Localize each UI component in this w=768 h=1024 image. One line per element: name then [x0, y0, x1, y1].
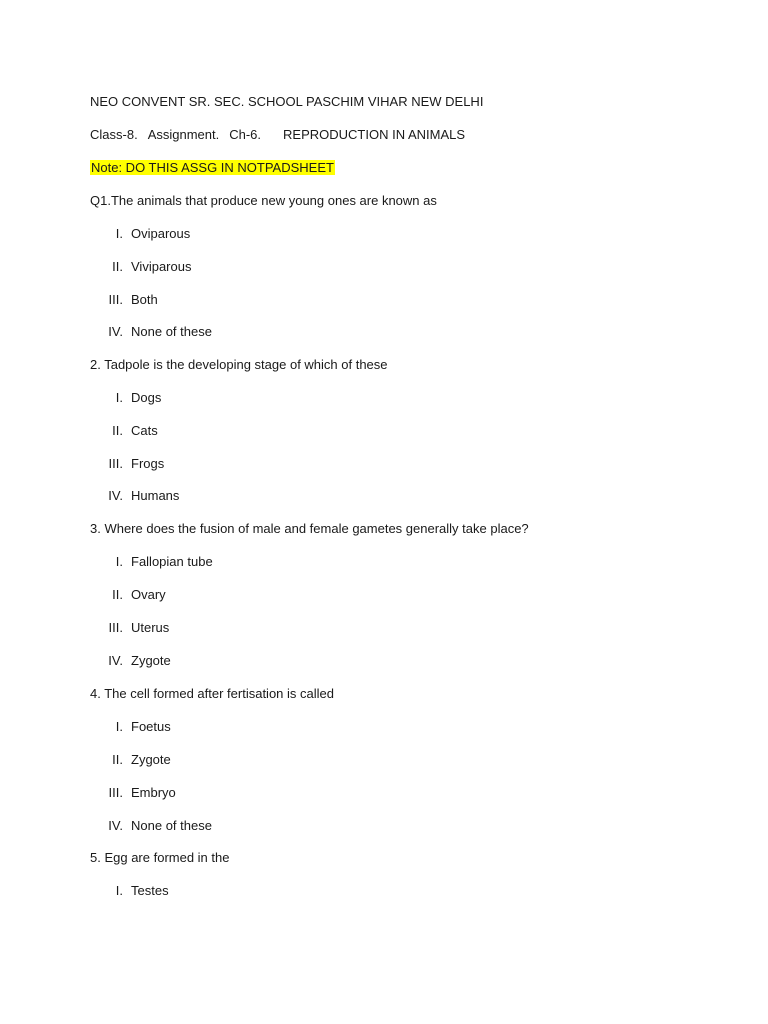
option-row [0, 587, 768, 603]
option-numeral: III. [108, 620, 123, 635]
option-text: None of these [131, 324, 212, 339]
option-row [0, 883, 768, 899]
option-numeral: IV. [108, 324, 123, 339]
option-numeral: I. [115, 226, 123, 241]
option-text: Foetus [131, 719, 171, 734]
assignment-label: Assignment. [147, 127, 220, 142]
question-2: 2. Tadpole is the developing stage of which of these [90, 357, 388, 372]
option-text: Both [131, 292, 158, 307]
option-text: Dogs [131, 390, 162, 405]
question-1: Q1.The animals that produce new young ones are known as [90, 193, 437, 208]
option-row [0, 390, 768, 406]
option-numeral: I. [115, 390, 123, 405]
option-row [0, 456, 768, 472]
option-text: Fallopian tube [131, 554, 213, 569]
option-row [0, 653, 768, 669]
highlighted-note: Note: DO THIS ASSG IN NOTPADSHEET [91, 160, 334, 175]
question-3: 3. Where does the fusion of male and female gametes generally take place? [90, 521, 529, 536]
option-row [0, 719, 768, 735]
chapter-label: Ch-6. [229, 127, 262, 142]
option-row [0, 292, 768, 308]
chapter-title: REPRODUCTION IN ANIMALS [283, 127, 466, 142]
option-numeral: III. [108, 785, 123, 800]
option-numeral: II. [112, 752, 123, 767]
option-text: Oviparous [131, 226, 191, 241]
option-numeral: IV. [108, 653, 123, 668]
option-text: Viviparous [131, 259, 192, 274]
option-numeral: IV. [108, 818, 123, 833]
option-numeral: III. [108, 456, 123, 471]
option-numeral: IV. [108, 488, 123, 503]
option-row [0, 324, 768, 340]
option-text: Ovary [131, 587, 166, 602]
note-line [90, 160, 335, 176]
option-text: Zygote [131, 653, 171, 668]
option-row [0, 752, 768, 768]
option-row [0, 785, 768, 801]
option-row [0, 818, 768, 834]
option-text: Embryo [131, 785, 176, 800]
option-row [0, 423, 768, 439]
option-text: Humans [131, 488, 180, 503]
option-row [0, 554, 768, 570]
option-row [0, 226, 768, 242]
option-text: None of these [131, 818, 212, 833]
option-numeral: I. [115, 719, 123, 734]
option-row [0, 620, 768, 636]
option-row [0, 488, 768, 504]
option-text: Frogs [131, 456, 165, 471]
school-heading: NEO CONVENT SR. SEC. SCHOOL PASCHIM VIHAR NEW DELHI [90, 94, 484, 109]
question-4: 4. The cell formed after fertisation is called [90, 686, 334, 701]
question-5: 5. Egg are formed in the [90, 850, 230, 865]
option-numeral: III. [108, 292, 123, 307]
option-text: Uterus [131, 620, 170, 635]
option-numeral: I. [115, 883, 123, 898]
option-row [0, 259, 768, 275]
option-numeral: I. [115, 554, 123, 569]
option-text: Testes [131, 883, 169, 898]
class-label: Class-8. [90, 127, 138, 142]
option-text: Cats [131, 423, 158, 438]
option-numeral: II. [112, 587, 123, 602]
option-numeral: II. [112, 259, 123, 274]
option-text: Zygote [131, 752, 171, 767]
assignment-header [90, 127, 465, 143]
option-numeral: II. [112, 423, 123, 438]
